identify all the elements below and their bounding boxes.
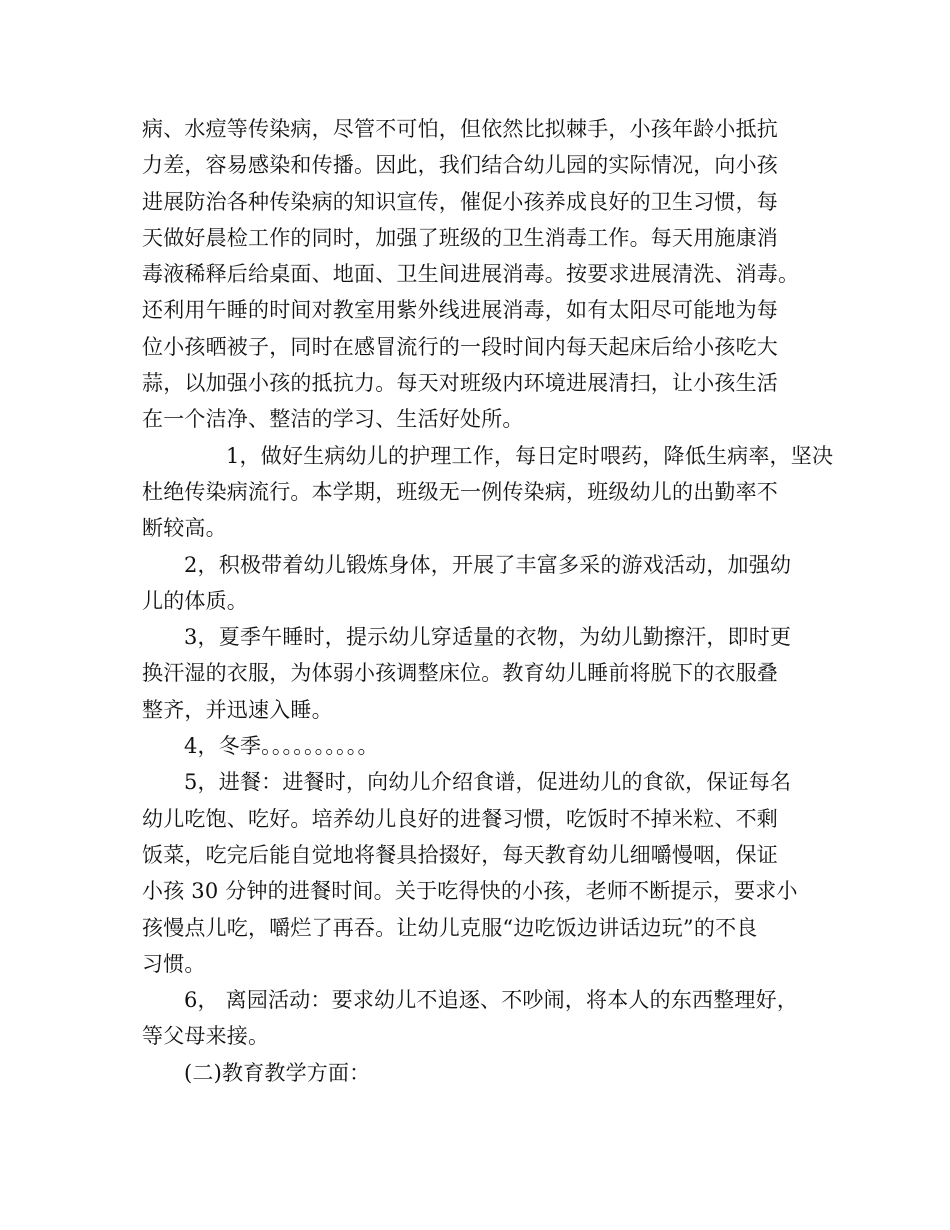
- section-heading-block: [142, 1055, 812, 1091]
- text-line: 儿的体质。: [142, 588, 248, 613]
- list-item-2: [142, 547, 812, 620]
- list-item-5: [142, 764, 812, 982]
- document-body: [142, 111, 834, 1091]
- section-heading: (二)教育教学方面：: [184, 1060, 371, 1085]
- text-line: 小孩 30 分钟的进餐时间。关于吃得快的小孩，老师不断提示，要求小: [142, 879, 798, 904]
- list-item-4: [142, 728, 812, 764]
- text-line: 2，积极带着幼儿锻炼身体，开展了丰富多采的游戏活动，加强幼: [184, 552, 792, 577]
- list-item-3: [142, 619, 812, 728]
- text-line: 蒜，以加强小孩的抵抗力。每天对班级内环境进展清扫，让小孩生活: [142, 371, 778, 396]
- text-line: 还利用午睡的时间对教室用紫外线进展消毒，如有太阳尽可能地为每: [142, 298, 778, 323]
- text-line: 换汗湿的衣服，为体弱小孩调整床位。教育幼儿睡前将脱下的衣服叠: [142, 661, 778, 686]
- text-line: 力差，容易感染和传播。因此，我们结合幼儿园的实际情况，向小孩: [142, 153, 778, 178]
- text-line: 6， 离园活动：要求幼儿不追逐、不吵闹，将本人的东西整理好，: [184, 988, 799, 1013]
- text-line: 等父母来接。: [142, 1024, 270, 1049]
- text-line: 断较高。: [142, 516, 227, 541]
- text-line: 5，进餐：进餐时，向幼儿介绍食谱，促进幼儿的食欲，保证每名: [184, 770, 792, 795]
- text-line: 在一个洁净、整洁的学习、生活好处所。: [142, 407, 524, 432]
- text-line: 毒液稀释后给桌面、地面、卫生间进展消毒。按要求进展清洗、消毒。: [142, 262, 800, 287]
- text-line: 3，夏季午睡时，提示幼儿穿适量的衣物，为幼儿勤擦汗，即时更: [184, 625, 792, 650]
- list-item-1: [142, 438, 834, 547]
- text-line: 4，冬季。。。。。。。。。。: [184, 734, 379, 759]
- text-line: 孩慢点儿吃，嚼烂了再吞。让幼儿克服“边吃饭边讲话边玩”的不良: [142, 915, 758, 940]
- text-line: 杜绝传染病流行。本学期，班级无一例传染病，班级幼儿的出勤率不: [142, 479, 778, 504]
- text-line: 天做好晨检工作的同时，加强了班级的卫生消毒工作。每天用施康消: [142, 225, 778, 250]
- text-line: 整齐，并迅速入睡。: [142, 697, 333, 722]
- text-line: 饭菜，吃完后能自觉地将餐具拾掇好，每天教育幼儿细嚼慢咽，保证: [142, 842, 778, 867]
- text-line: 病、水痘等传染病，尽管不可怕，但依然比拟棘手，小孩年龄小抵抗: [142, 117, 778, 141]
- intro-paragraph: [142, 111, 812, 438]
- list-item-6: [142, 982, 812, 1055]
- text-line: 习惯。: [142, 951, 206, 976]
- text-line: 进展防治各种传染病的知识宣传，催促小孩养成良好的卫生习惯，每: [142, 189, 778, 214]
- text-line: 1，做好生病幼儿的护理工作，每日定时喂药，降低生病率，坚决: [226, 443, 834, 468]
- text-line: 位小孩晒被子，同时在感冒流行的一段时间内每天起床后给小孩吃大: [142, 334, 778, 359]
- text-line: 幼儿吃饱、吃好。培养幼儿良好的进餐习惯，吃饭时不掉米粒、不剩: [142, 806, 778, 831]
